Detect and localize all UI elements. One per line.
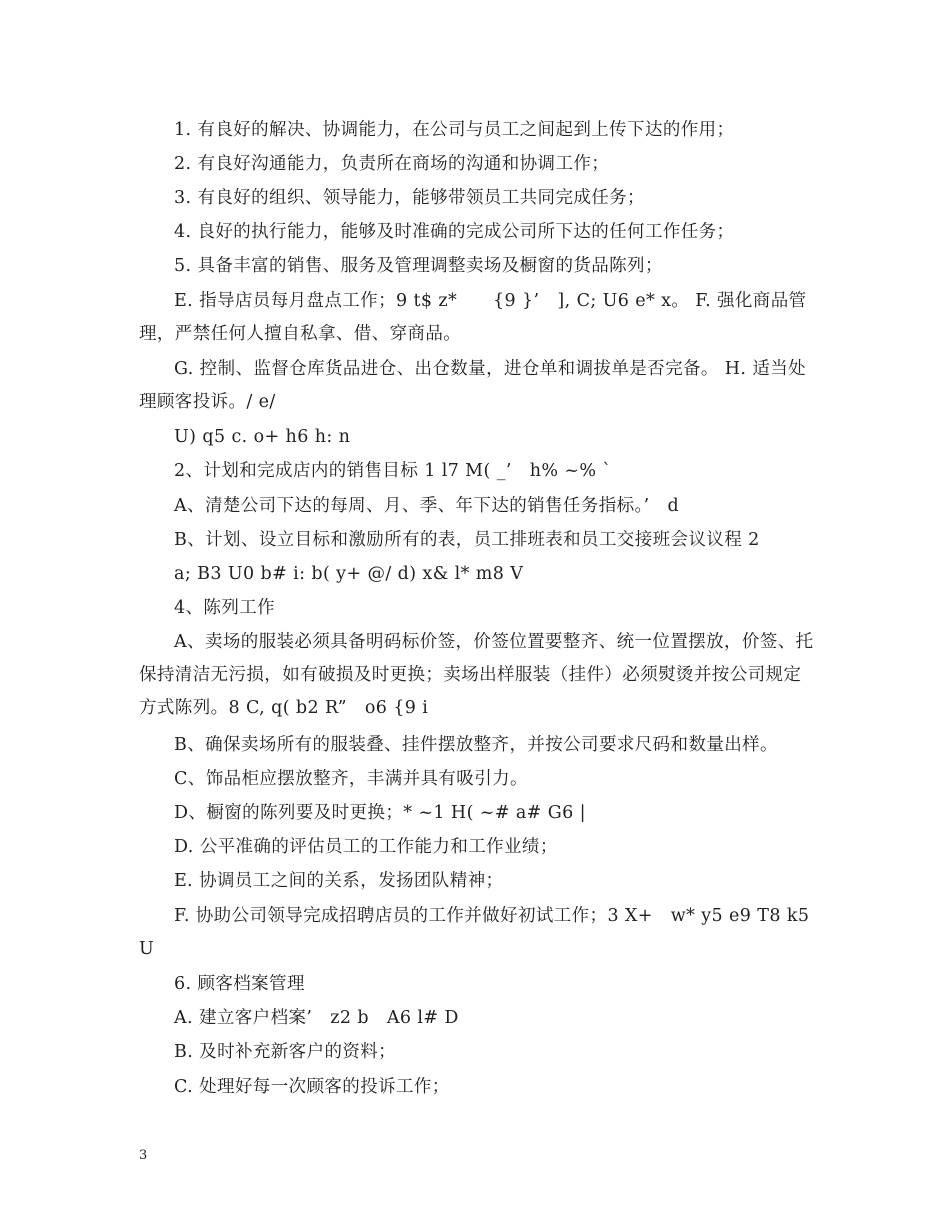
- paragraph: 4、陈列工作: [174, 598, 276, 618]
- paragraph: D. 公平准确的评估员工的工作能力和工作业绩；: [174, 837, 558, 857]
- paragraph: E. 指导店员每月盘点工作；9 t$ z* {9 }’ ], C; U6 e* x。 F. 强化商品管理，严禁任何人擅自私拿、借、穿商品。: [139, 291, 807, 344]
- paragraph: F. 协助公司领导完成招聘店员的工作并做好初试工作；3 X+ w* y5 e9 T8 k5 U: [139, 906, 810, 959]
- paragraph: 4. 良好的执行能力，能够及时准确的完成公司所下达的任何工作任务；: [174, 222, 735, 242]
- paragraph: A. 建立客户档案’ z2 b A6 l# D: [174, 1008, 459, 1028]
- paragraph: B、计划、设立目标和激励所有的表，员工排班表和员工交接班会议议程 2: [174, 530, 760, 550]
- paragraph: B. 及时补充新客户的资料；: [174, 1042, 397, 1062]
- paragraph: G. 控制、监督仓库货品进仓、出仓数量，进仓单和调拔单是否完备。 H. 适当处理顾客投诉。/ e/: [139, 359, 807, 412]
- paragraph: a; B3 U0 b# i: b( y+ @/ d) x& l* m8 V: [174, 564, 524, 584]
- paragraph: U) q5 c. o+ h6 h: n: [174, 427, 351, 447]
- paragraph: 3. 有良好的组织、领导能力，能够带领员工共同完成任务；: [174, 188, 645, 208]
- paragraph: 2、计划和完成店内的销售目标 1 l7 M( _’ h% ~% `: [174, 461, 612, 481]
- paragraph: C. 处理好每一次顾客的投诉工作；: [174, 1077, 450, 1097]
- paragraph: 6. 顾客档案管理: [174, 974, 305, 994]
- paragraph: 2. 有良好沟通能力，负责所在商场的沟通和协调工作；: [174, 154, 610, 174]
- paragraph: E. 协调员工之间的关系，发扬团队精神；: [174, 871, 504, 891]
- paragraph: A、清楚公司下达的每周、月、季、年下达的销售任务指标。’ d: [174, 496, 680, 516]
- paragraph: D、橱窗的陈列要及时更换；* ~1 H( ~# a# G6 |: [174, 803, 586, 823]
- paragraph: 1. 有良好的解决、协调能力，在公司与员工之间起到上传下达的作用；: [174, 120, 735, 140]
- paragraph: C、饰品柜应摆放整齐，丰满并具有吸引力。: [174, 769, 528, 789]
- page-number: 3: [139, 1148, 148, 1163]
- paragraph: B、确保卖场所有的服装叠、挂件摆放整齐，并按公司要求尺码和数量出样。: [174, 735, 778, 755]
- paragraph: A、卖场的服装必须具备明码标价签，价签位置要整齐、统一位置摆放，价签、托保持清洁无污损，如有破损及时更换；卖场出样服装（挂件）必须熨烫并按公司规定方式陈列。8 C, q( b2 R” o6 {9 i: [139, 632, 814, 718]
- paragraph: 5. 具备丰富的销售、服务及管理调整卖场及橱窗的货品陈列；: [174, 256, 663, 276]
